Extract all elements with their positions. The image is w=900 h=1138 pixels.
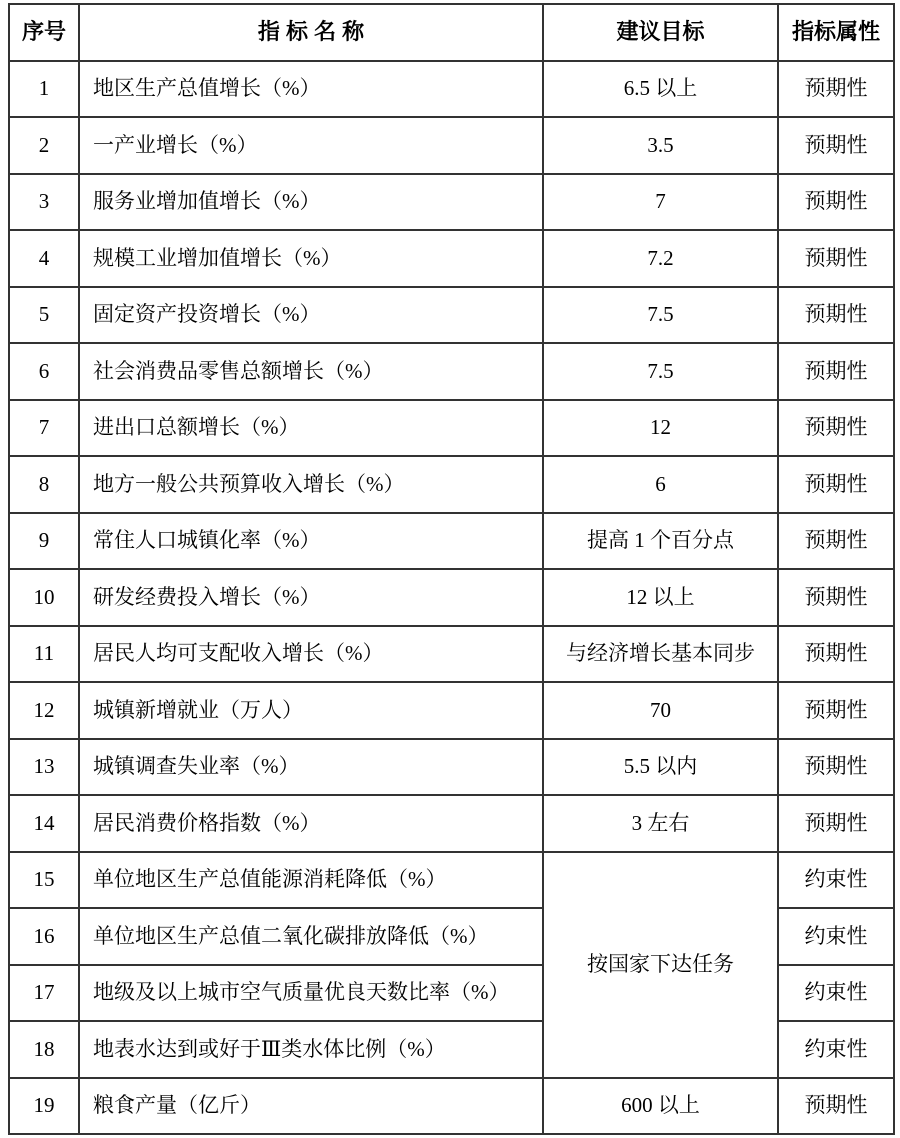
target-cell: 12 bbox=[543, 400, 778, 457]
indicator-name-cell: 进出口总额增长（%） bbox=[79, 400, 543, 457]
indicator-name-cell: 城镇新增就业（万人） bbox=[79, 682, 543, 739]
table-row bbox=[9, 117, 894, 174]
indicator-name-cell: 地级及以上城市空气质量优良天数比率（%） bbox=[79, 965, 543, 1022]
table-row bbox=[9, 174, 894, 231]
serial-cell: 12 bbox=[9, 682, 79, 739]
table-row bbox=[9, 739, 894, 796]
serial-cell: 1 bbox=[9, 61, 79, 118]
attribute-cell: 预期性 bbox=[778, 117, 894, 174]
serial-cell: 9 bbox=[9, 513, 79, 570]
table-row bbox=[9, 513, 894, 570]
table-row bbox=[9, 400, 894, 457]
indicator-name-cell: 地方一般公共预算收入增长（%） bbox=[79, 456, 543, 513]
target-cell: 6 bbox=[543, 456, 778, 513]
attribute-cell: 预期性 bbox=[778, 456, 894, 513]
indicator-name-cell: 居民人均可支配收入增长（%） bbox=[79, 626, 543, 683]
table-row bbox=[9, 343, 894, 400]
target-cell: 70 bbox=[543, 682, 778, 739]
indicator-name-cell: 地区生产总值增长（%） bbox=[79, 61, 543, 118]
serial-cell: 10 bbox=[9, 569, 79, 626]
header-indicator: 指 标 名 称 bbox=[79, 4, 543, 61]
serial-cell: 14 bbox=[9, 795, 79, 852]
table-row bbox=[9, 230, 894, 287]
header-row bbox=[9, 4, 894, 61]
attribute-cell: 约束性 bbox=[778, 852, 894, 909]
attribute-cell: 预期性 bbox=[778, 343, 894, 400]
table-row bbox=[9, 569, 894, 626]
attribute-cell: 预期性 bbox=[778, 61, 894, 118]
attribute-cell: 约束性 bbox=[778, 1021, 894, 1078]
serial-cell: 13 bbox=[9, 739, 79, 796]
header-attribute: 指标属性 bbox=[778, 4, 894, 61]
attribute-cell: 预期性 bbox=[778, 739, 894, 796]
attribute-cell: 预期性 bbox=[778, 795, 894, 852]
attribute-cell: 预期性 bbox=[778, 287, 894, 344]
target-cell: 3.5 bbox=[543, 117, 778, 174]
indicator-name-cell: 服务业增加值增长（%） bbox=[79, 174, 543, 231]
target-cell: 12 以上 bbox=[543, 569, 778, 626]
attribute-cell: 预期性 bbox=[778, 1078, 894, 1135]
indicator-name-cell: 研发经费投入增长（%） bbox=[79, 569, 543, 626]
indicator-name-cell: 常住人口城镇化率（%） bbox=[79, 513, 543, 570]
attribute-cell: 约束性 bbox=[778, 965, 894, 1022]
serial-cell: 5 bbox=[9, 287, 79, 344]
attribute-cell: 预期性 bbox=[778, 569, 894, 626]
serial-cell: 18 bbox=[9, 1021, 79, 1078]
target-cell: 6.5 以上 bbox=[543, 61, 778, 118]
indicators-table bbox=[8, 3, 895, 1135]
indicator-name-cell: 固定资产投资增长（%） bbox=[79, 287, 543, 344]
serial-cell: 2 bbox=[9, 117, 79, 174]
indicator-name-cell: 粮食产量（亿斤） bbox=[79, 1078, 543, 1135]
attribute-cell: 预期性 bbox=[778, 400, 894, 457]
serial-cell: 15 bbox=[9, 852, 79, 909]
indicator-name-cell: 城镇调查失业率（%） bbox=[79, 739, 543, 796]
indicator-name-cell: 规模工业增加值增长（%） bbox=[79, 230, 543, 287]
serial-cell: 19 bbox=[9, 1078, 79, 1135]
table-row bbox=[9, 61, 894, 118]
attribute-cell: 预期性 bbox=[778, 230, 894, 287]
attribute-cell: 预期性 bbox=[778, 682, 894, 739]
indicator-name-cell: 一产业增长（%） bbox=[79, 117, 543, 174]
indicator-name-cell: 单位地区生产总值能源消耗降低（%） bbox=[79, 852, 543, 909]
attribute-cell: 预期性 bbox=[778, 513, 894, 570]
attribute-cell: 预期性 bbox=[778, 626, 894, 683]
table-row bbox=[9, 1078, 894, 1135]
table-row bbox=[9, 795, 894, 852]
serial-cell: 3 bbox=[9, 174, 79, 231]
header-target: 建议目标 bbox=[543, 4, 778, 61]
indicator-name-cell: 地表水达到或好于Ⅲ类水体比例（%） bbox=[79, 1021, 543, 1078]
target-cell: 5.5 以内 bbox=[543, 739, 778, 796]
target-cell: 提高 1 个百分点 bbox=[543, 513, 778, 570]
merged-target-cell: 按国家下达任务 bbox=[543, 852, 778, 1078]
target-cell: 与经济增长基本同步 bbox=[543, 626, 778, 683]
header-serial: 序号 bbox=[9, 4, 79, 61]
serial-cell: 8 bbox=[9, 456, 79, 513]
serial-cell: 4 bbox=[9, 230, 79, 287]
serial-cell: 7 bbox=[9, 400, 79, 457]
target-cell: 7.5 bbox=[543, 343, 778, 400]
indicator-name-cell: 居民消费价格指数（%） bbox=[79, 795, 543, 852]
serial-cell: 17 bbox=[9, 965, 79, 1022]
target-cell: 7.2 bbox=[543, 230, 778, 287]
serial-cell: 16 bbox=[9, 908, 79, 965]
target-cell: 7.5 bbox=[543, 287, 778, 344]
table-row bbox=[9, 626, 894, 683]
attribute-cell: 约束性 bbox=[778, 908, 894, 965]
table-row bbox=[9, 456, 894, 513]
target-cell: 600 以上 bbox=[543, 1078, 778, 1135]
target-cell: 7 bbox=[543, 174, 778, 231]
indicator-name-cell: 单位地区生产总值二氧化碳排放降低（%） bbox=[79, 908, 543, 965]
serial-cell: 6 bbox=[9, 343, 79, 400]
table-row bbox=[9, 287, 894, 344]
attribute-cell: 预期性 bbox=[778, 174, 894, 231]
table-row bbox=[9, 682, 894, 739]
table-row bbox=[9, 852, 894, 909]
serial-cell: 11 bbox=[9, 626, 79, 683]
indicator-name-cell: 社会消费品零售总额增长（%） bbox=[79, 343, 543, 400]
target-cell: 3 左右 bbox=[543, 795, 778, 852]
